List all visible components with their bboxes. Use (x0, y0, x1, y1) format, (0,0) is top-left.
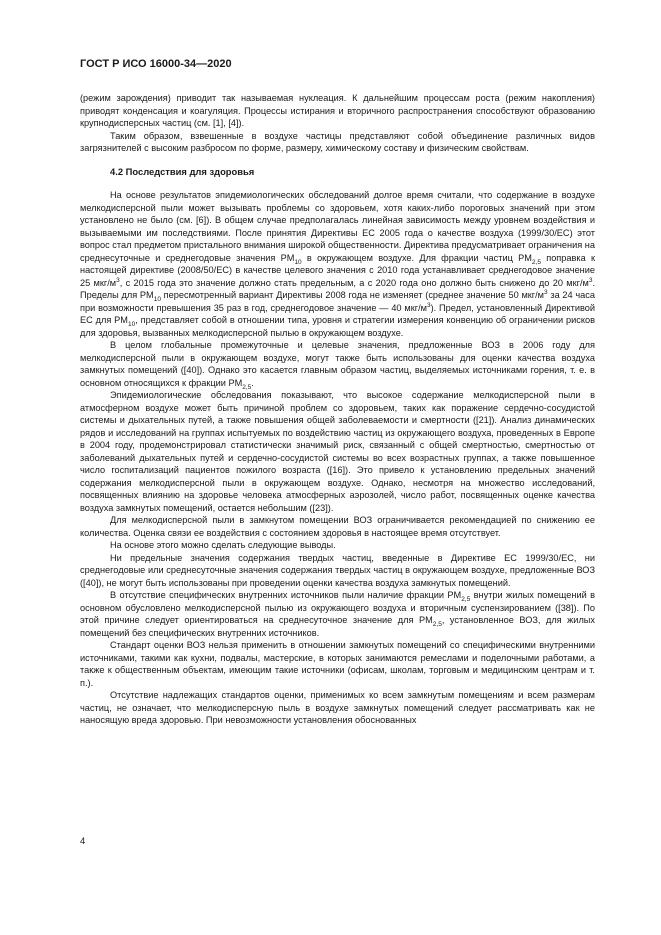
document-body (80, 92, 595, 727)
paragraph: На основе этого можно сделать следующие выводы. (110, 540, 336, 550)
paragraph: В отсутствие специфических внутренних источников пыли наличие фракции $PM_{2,5}$ внутри жилых помещений в основном обусловлено мелкодисперсной пылью из окружающего воздуха и вторичным суспензированием ([38]). По этой причине следует ориентироваться на среднесуточное значение для $PM_{2,5}$, установленное ВОЗ, для жилых помещений без специфических внутренних источников. (80, 590, 595, 638)
paragraph: На основе результатов эпидемиологических обследований долгое время считали, что содержание в воздухе мелкодисперсной пыли может вызывать проблемы со здоровьем, хотя каких-либо пороговых значений при этом установлено не было (см. [6]). В общем случае предполагалась линейная зависимость между уровнем воздействия и вызываемыми им последствиями. После принятия Директивы ЕС 2005 года о качестве воздуха (1999/30/ЕС) этот вопрос стал предметом пристального внимания широкой общественности. Директива предусматривает ограничения на среднесуточные и среднегодовые значения $PM_{10}$ в окружающем воздухе. Для фракции частиц $PM_{2,5}$ поправка к настоящей директиве (2008/50/ЕС) в качестве целевого значения с 2010 года устанавливает среднегодовое значение 25 мкг/$м^3$, с 2015 года это значение должно стать предельным, а с 2020 года оно должно быть снижено до 20 мкг/$м^3$. Пределы для $PM_{10}$ пересмотренный вариант Директивы 2008 года не изменяет (среднее значение 50 мкг/$м^3$ за 24 часа при возможности превышения 35 раз в год, среднегодовое значение — 40 мкг/$м^3$). Предел, установленный Директивой ЕС для $PM_{10}$, представляет собой в отношении типа, уровня и стратегии измерения конвенцию об ограничении рисков для здоровья, вызванных мелкодисперсной пылью в окружающем воздухе. (80, 190, 596, 338)
paragraph: Стандарт оценки ВОЗ нельзя применить в отношении замкнутых помещений со специфическими внутренними источниками, такими как кухни, подвалы, мастерские, в которых занимаются ремеслами и поделочными работами, а также к общественным объектам, имеющим такие источники (офисам, школам, торговым и медицинским центрам и т. п.). (80, 640, 595, 688)
paragraph: Ни предельные значения содержания твердых частиц, введенные в Директиве ЕС 1999/30/ЕС, ни среднегодовые или среднесуточные значения содержания твердых частиц в окружающем воздухе, предложенные ВОЗ ([40]), не могут быть использованы при проведении оценки качества воздуха замкнутых помещений. (80, 552, 595, 588)
paragraph: В целом глобальные промежуточные и целевые значения, предложенные ВОЗ в 2006 году для мелкодисперсной пыли в окружающем воздухе, могут также быть использованы для оценки качества воздуха замкнутых помещений ([40]). Однако это касается главным образом частиц, выделяемых источниками горения, т. е. в основном относящихся к фракции $PM_{2,5}$. (80, 340, 595, 391)
section-heading: 4.2 Последствия для здоровья (110, 165, 255, 177)
paragraph: Эпидемиологические обследования показывают, что высокое содержание мелкодисперсной пыли в атмосферном воздухе может быть причиной проблем со здоровьем, таких как поражение сердечно-сосудистой системы и дыхательных путей, а также повышения общей заболеваемости и смертности ([21]). Анализ динамических рядов и исследований на группах испытуемых по воздействию частиц из окружающего воздуха, проведенных в Европе в 2004 году, продемонстрировал статистически значимый риск, связанный с общей смертностью, смертностью от заболеваний дыхательных путей и сердечно-сосудистой системы во всех возрастных группах, а также повышенное число госпитализаций пациентов пожилого возраста ([16]). Это привело к установлению предельных значений содержания мелкодисперсной пыли в окружающем воздухе. Однако, несмотря на множество исследований, посвященных влиянию на здоровье человека атмосферных аэрозолей, число работ, посвященных оценке качества воздуха замкнутых помещений, остается небольшим ([23]). (80, 390, 595, 513)
paragraph: Отсутствие надлежащих стандартов оценки, применимых ко всем замкнутым помещениям и всем размерам частиц, не означает, что мелкодисперсную пыль в воздухе замкнутых помещений следует рассматривать как не наносящую вреда здоровью. При невозможности установления обоснованных (80, 690, 595, 725)
page-number: 4 (80, 836, 86, 847)
paragraph: (режим зарождения) приводит так называемая нуклеация. К дальнейшим процессам роста (режим накопления) приводят конденсация и коагуляция. Процессы истирания и вторичного распространения способствуют образованию крупнодисперсных частиц (см. [1], [4]). (80, 93, 595, 128)
paragraph: Таким образом, взвешенные в воздухе частицы представляют собой объединение различных видов загрязнителей с высоким разбросом по форме, размеру, химическому составу и физическим свойствам. (80, 130, 595, 153)
document-header: ГОСТ Р ИСО 16000-34—2020 (80, 58, 232, 70)
paragraph: Для мелкодисперсной пыли в замкнутом помещении ВОЗ ограничивается рекомендацией по снижению ее количества. Оценка связи ее воздействия с состоянием здоровья в настоящее время отсутствует. (80, 515, 595, 538)
